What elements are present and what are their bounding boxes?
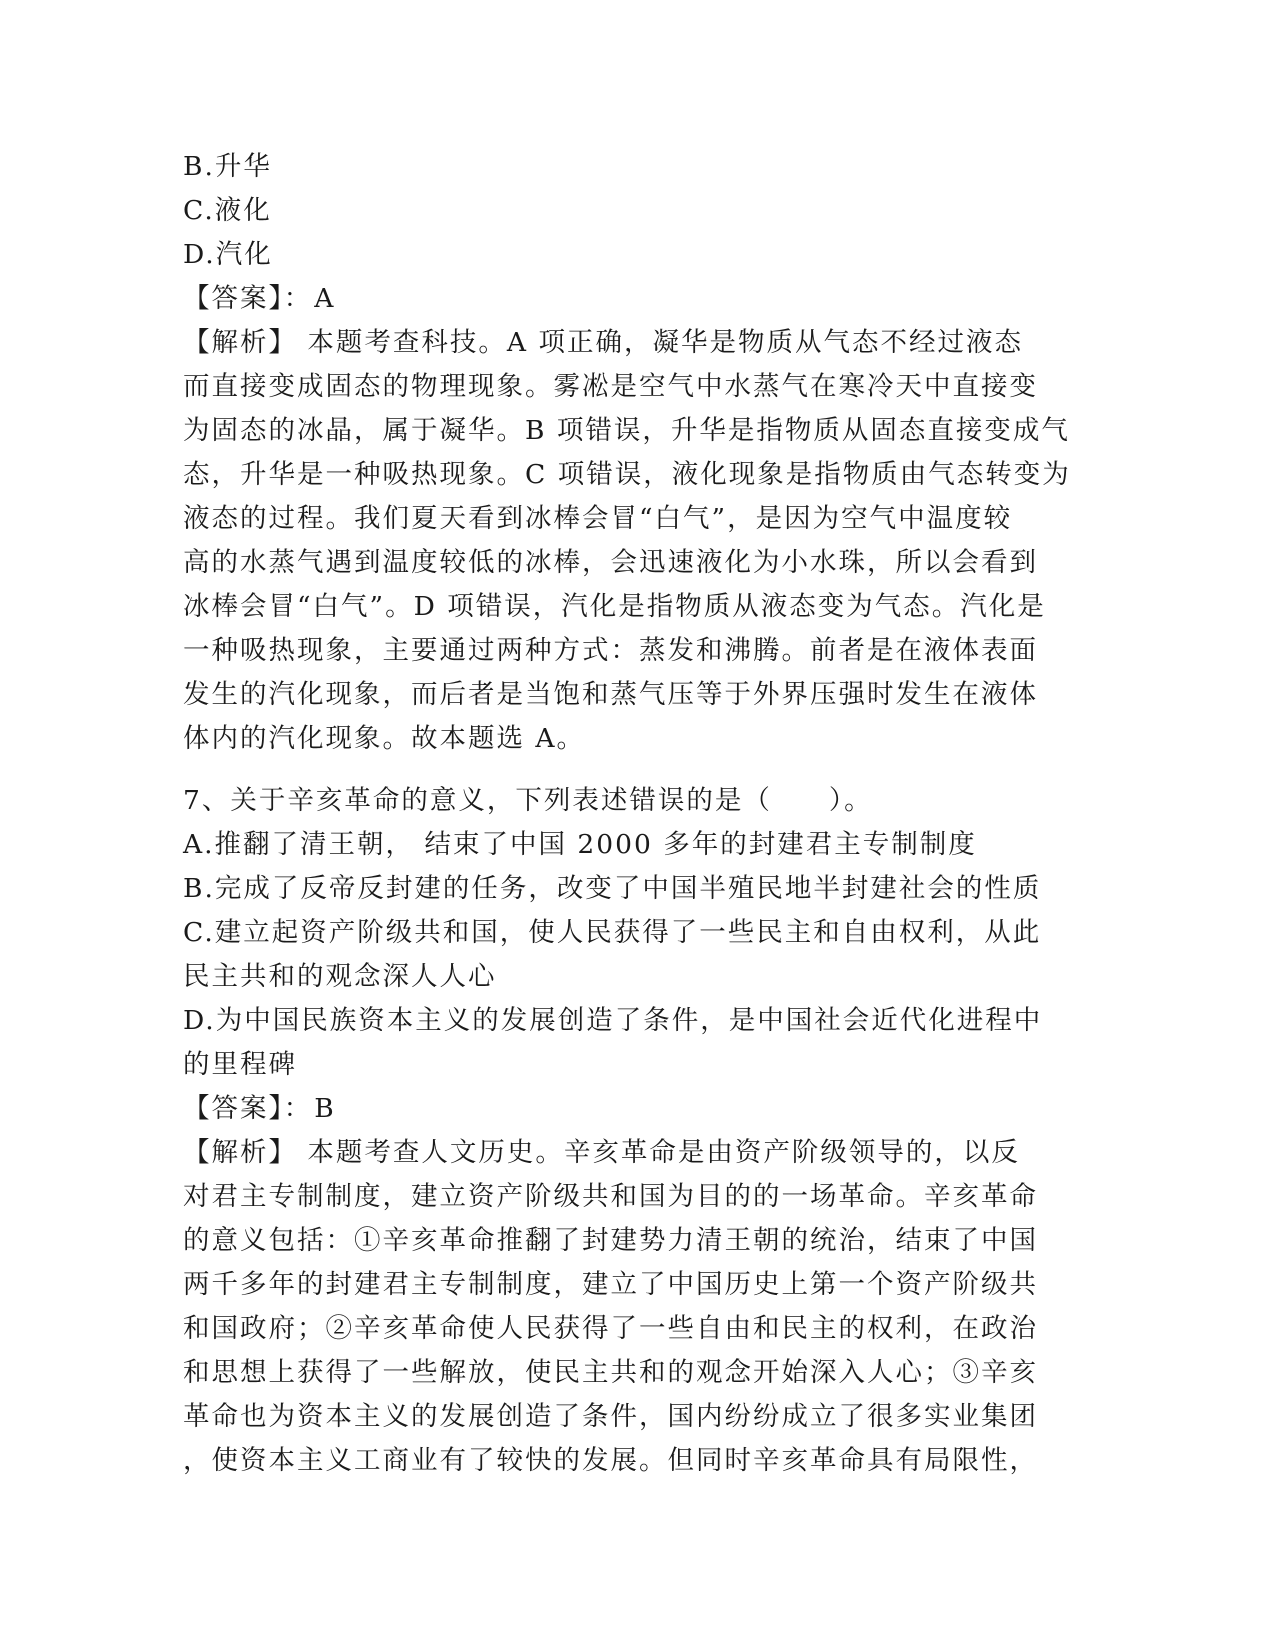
q6-analysis-line: 为固态的冰晶，属于凝华。B 项错误，升华是指物质从固态直接变成气 xyxy=(183,415,1070,446)
q6-answer xyxy=(183,277,1083,321)
q7-option-line: D.为中国民族资本主义的发展创造了条件，是中国社会近代化进程中 xyxy=(183,1005,1043,1036)
q7-option-line: 民主共和的观念深人人心 xyxy=(183,961,497,992)
q6-analysis-line: 高的水蒸气遇到温度较低的冰棒，会迅速液化为小水珠，所以会看到 xyxy=(183,547,1038,578)
q6-analysis-line: 【解析】 本题考查科技。A 项正确，凝华是物质从气态不经过液态 xyxy=(183,327,1023,358)
q7-question: 7、关于辛亥革命的意义，下列表述错误的是（ ）。 xyxy=(183,785,873,816)
q7-analysis-line: 和国政府；②辛亥革命使人民获得了一些自由和民主的权利，在政治 xyxy=(183,1313,1038,1344)
q7-option-line: 的里程碑 xyxy=(183,1049,297,1080)
q7-option-line: A.推翻了清王朝， 结束了中国 2000 多年的封建君主专制制度 xyxy=(183,829,977,860)
document-page xyxy=(183,145,1083,1483)
q7-answer-label: 【答案】： xyxy=(183,1093,313,1124)
q7-answer xyxy=(183,1087,1083,1131)
q6-analysis-line: 液态的过程。我们夏天看到冰棒会冒“白气”，是因为空气中温度较 xyxy=(183,503,1013,534)
q6-answer-value: A xyxy=(314,283,336,314)
q7-analysis-line: 和思想上获得了一些解放，使民主共和的观念开始深入人心；③辛亥 xyxy=(183,1357,1038,1388)
q6-option-c: C.液化 xyxy=(183,195,272,226)
q6-analysis-line: 而直接变成固态的物理现象。雾凇是空气中水蒸气在寒冷天中直接变 xyxy=(183,371,1038,402)
section-gap xyxy=(183,761,1083,779)
q6-analysis-line: 发生的汽化现象，而后者是当饱和蒸气压等于外界压强时发生在液体 xyxy=(183,679,1038,710)
q7-answer-value: B xyxy=(314,1093,336,1124)
q7-analysis-line: ，使资本主义工商业有了较快的发展。但同时辛亥革命具有局限性， xyxy=(183,1445,1038,1476)
q7-option-line: C.建立起资产阶级共和国，使人民获得了一些民主和自由权利，从此 xyxy=(183,917,1042,948)
q6-analysis-line: 体内的汽化现象。故本题选 A。 xyxy=(183,723,586,754)
q6-analysis-line: 冰棒会冒“白气”。D 项错误，汽化是指物质从液态变为气态。汽化是 xyxy=(183,591,1046,622)
q7-analysis-line: 【解析】 本题考查人文历史。辛亥革命是由资产阶级领导的，以反 xyxy=(183,1137,1020,1168)
q6-analysis-line: 一种吸热现象，主要通过两种方式：蒸发和沸腾。前者是在液体表面 xyxy=(183,635,1038,666)
q7-analysis-line: 革命也为资本主义的发展创造了条件，国内纷纷成立了很多实业集团 xyxy=(183,1401,1038,1432)
q7-analysis-line: 对君主专制制度，建立资产阶级共和国为目的的一场革命。辛亥革命 xyxy=(183,1181,1038,1212)
q6-option-d: D.汽化 xyxy=(183,239,273,270)
q6-answer-label: 【答案】： xyxy=(183,283,313,314)
q6-analysis-line: 态，升华是一种吸热现象。C 项错误，液化现象是指物质由气态转变为 xyxy=(183,459,1071,490)
q7-option-line: B.完成了反帝反封建的任务，改变了中国半殖民地半封建社会的性质 xyxy=(183,873,1042,904)
q7-analysis-line: 两千多年的封建君主专制制度，建立了中国历史上第一个资产阶级共 xyxy=(183,1269,1038,1300)
q7-analysis-line: 的意义包括：①辛亥革命推翻了封建势力清王朝的统治，结束了中国 xyxy=(183,1225,1038,1256)
q6-option-b: B.升华 xyxy=(183,151,272,182)
